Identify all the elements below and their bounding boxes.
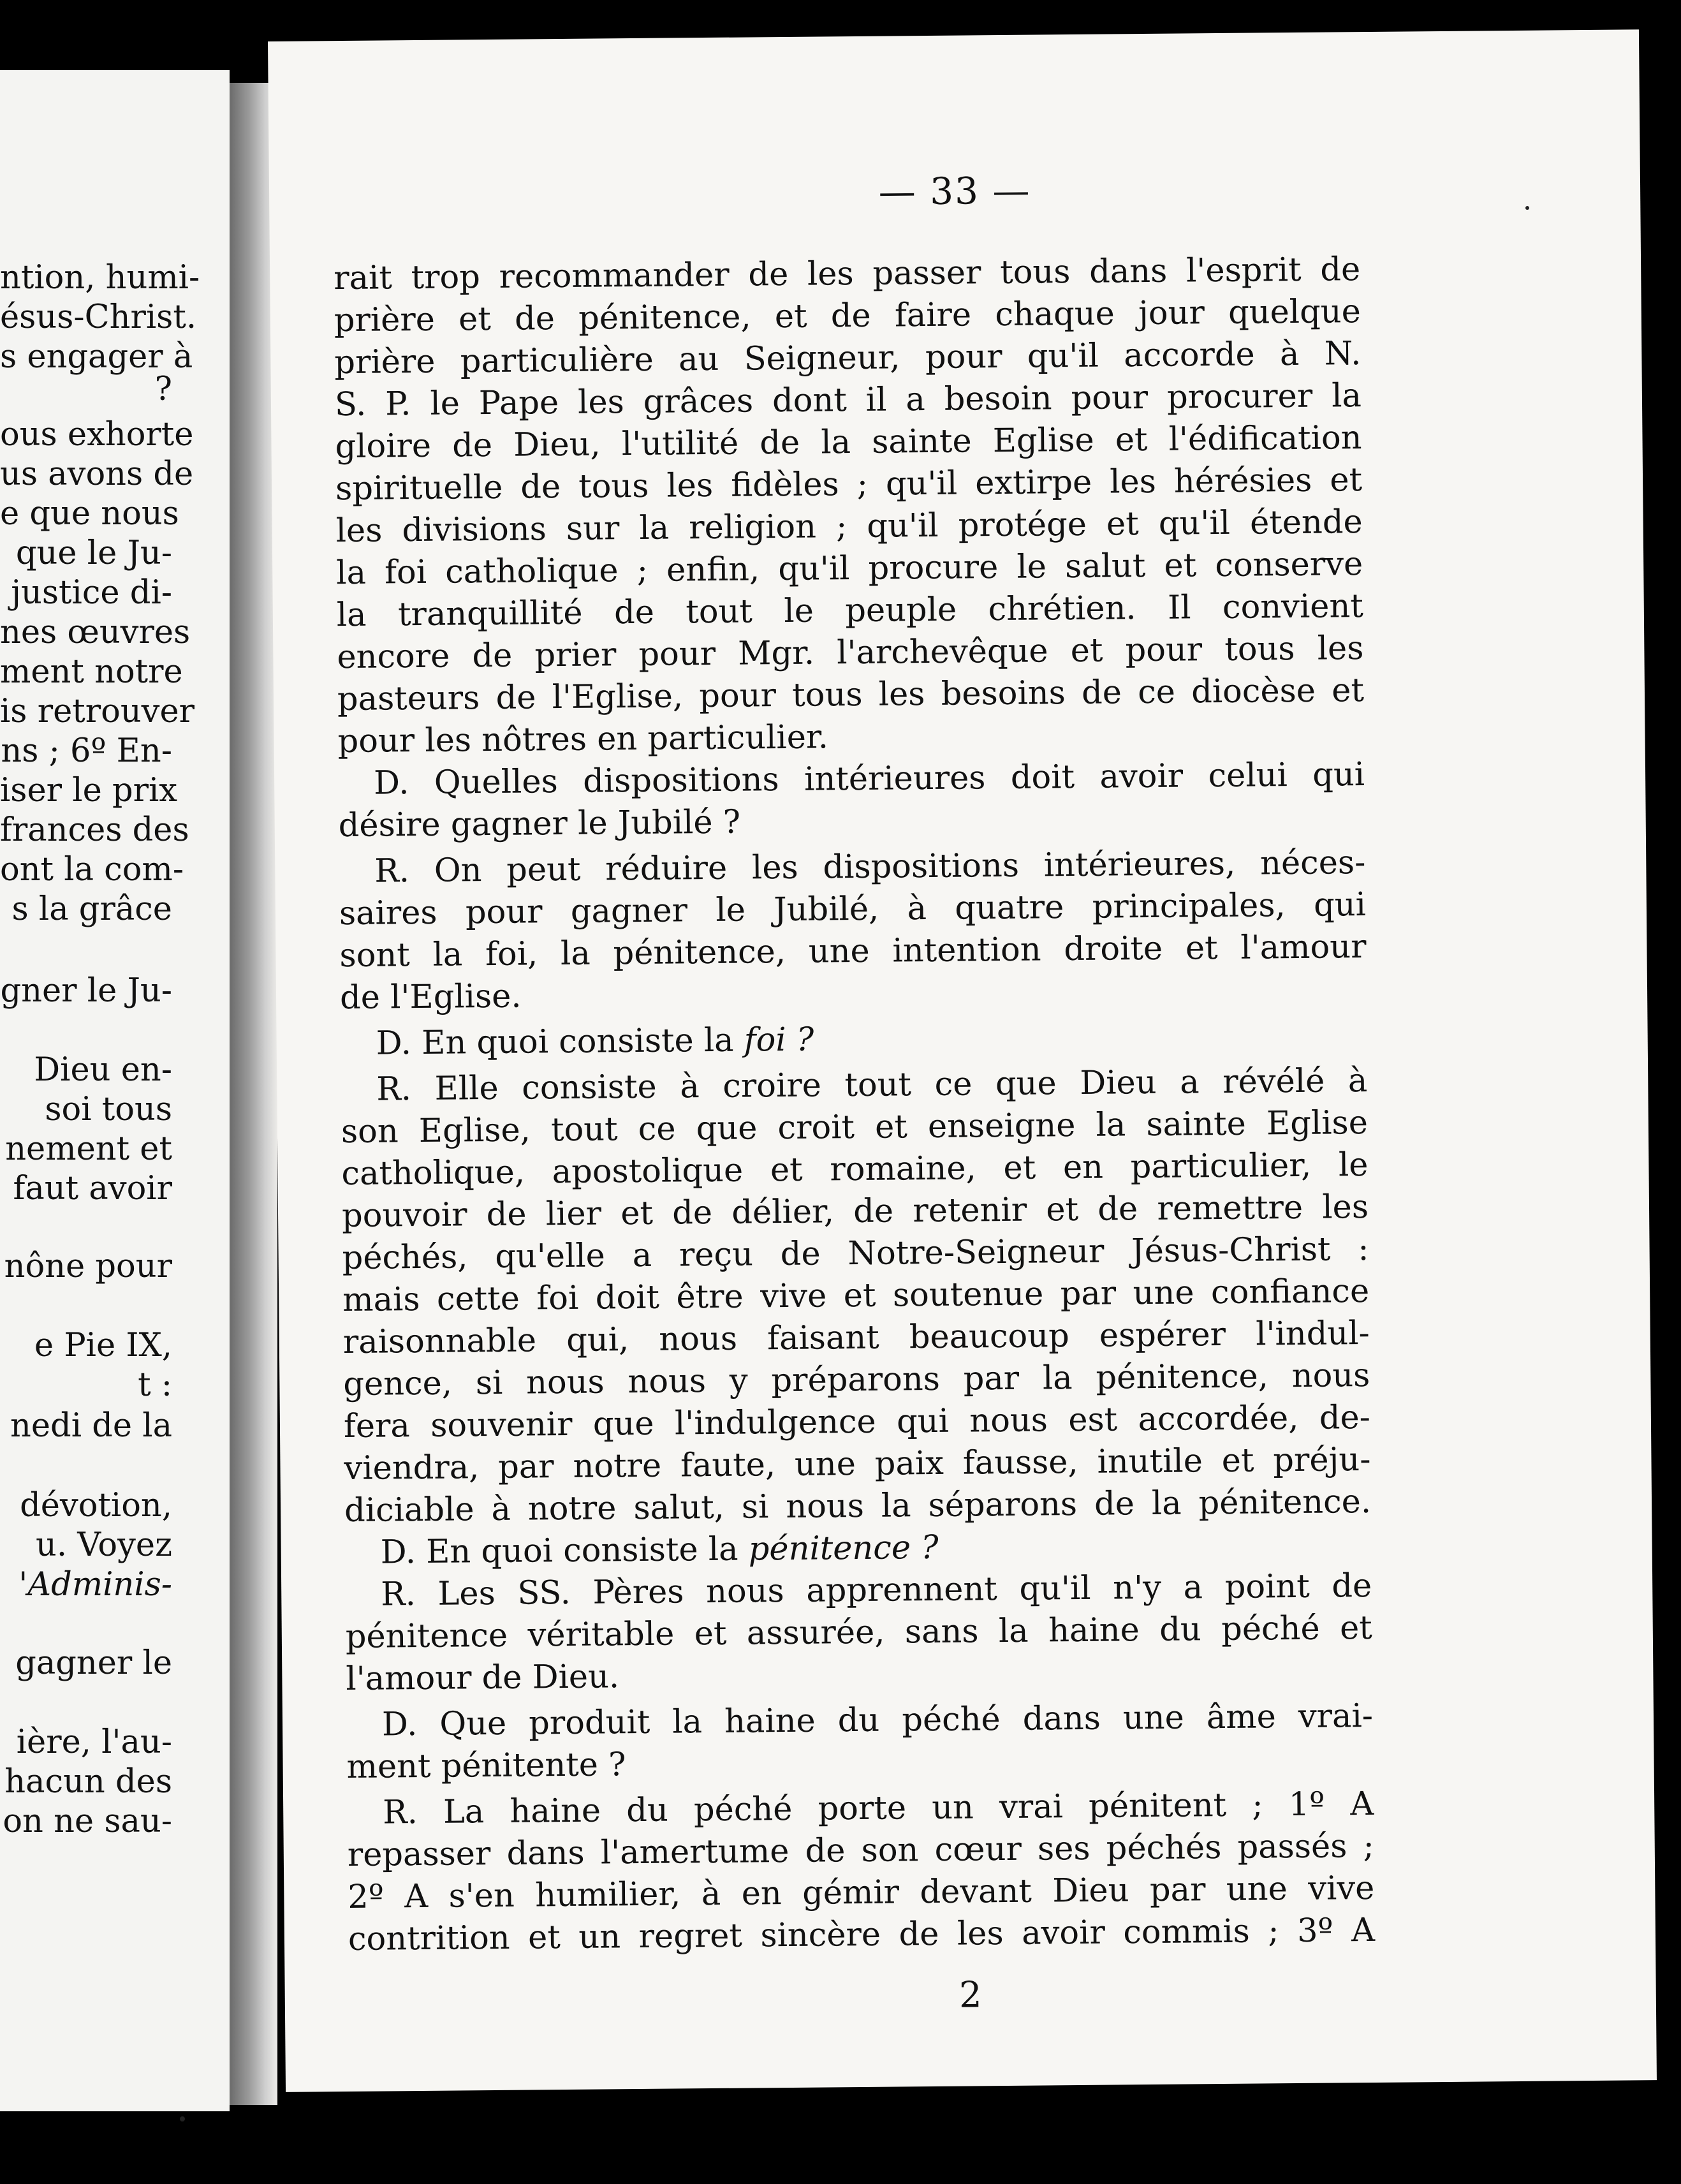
left-page-line: e que nous	[0, 495, 179, 533]
text-line: pouvoir de lier et de délier, de retenir et de remettre les	[341, 1188, 1369, 1236]
left-page-line: justice di-	[11, 574, 172, 612]
text-line: contrition et un regret sincère de les avoir commis ; 3º A	[348, 1911, 1376, 1959]
left-page-line: us avons de	[0, 455, 194, 493]
text-line: viendra, par notre faute, une paix fausse, inutile et préju-	[344, 1440, 1371, 1488]
speck	[180, 2116, 185, 2121]
left-page-line: nedi de la	[10, 1407, 172, 1445]
left-facing-page	[0, 70, 230, 2111]
left-page-line: Dieu en-	[34, 1051, 172, 1089]
left-page-line: s engager à	[0, 338, 193, 376]
body-text	[334, 249, 1375, 1961]
signature-mark: 2	[958, 1974, 982, 2016]
text-line: repasser dans l'amertume de son cœur ses péchés passés ;	[347, 1827, 1375, 1875]
text-line: pénitence véritable et assurée, sans la haine du péché et	[345, 1609, 1373, 1656]
left-page-line: gner le Ju-	[0, 972, 172, 1010]
text-line: R. On peut réduire les dispositions intérieures, néces-	[374, 844, 1366, 890]
text-line: saires pour gagner le Jubilé, à quatre principales, qui	[339, 886, 1367, 933]
left-page-line: faut avoir	[13, 1170, 172, 1207]
speck	[1525, 206, 1529, 210]
text-line: pasteurs de l'Eglise, pour tous les besoins de ce diocèse et	[337, 672, 1365, 719]
text-line: prière particulière au Seigneur, pour qu'il accorde à N.	[334, 335, 1362, 382]
text-line: sont la foi, la pénitence, une intention droite et l'amour	[339, 928, 1367, 975]
left-page-line: frances des	[0, 811, 189, 849]
text-line: de l'Eglise.	[339, 977, 522, 1017]
text-line: gence, si nous nous y préparons par la pénitence, nous	[343, 1356, 1370, 1404]
left-page-line: ont la com-	[0, 851, 184, 889]
left-page-line: nône pour	[4, 1248, 172, 1285]
text-line-italic: foi ?	[744, 1021, 814, 1059]
text-line: R. Les SS. Pères nous apprennent qu'il n'y a point de	[380, 1567, 1372, 1614]
text-line: catholique, apostolique et romaine, et en particulier, le	[341, 1146, 1369, 1193]
left-page-line: nes œuvres	[0, 614, 191, 651]
right-page	[268, 29, 1657, 2092]
text-line: désire gagner le Jubilé ?	[338, 803, 741, 845]
left-page-line: soi tous	[45, 1091, 172, 1128]
left-page-line: hacun des	[4, 1763, 172, 1801]
left-page-line: ment notre	[0, 653, 183, 691]
left-page-line: ière, l'au-	[16, 1723, 172, 1761]
left-page-line: t :	[138, 1366, 172, 1404]
text-line: mais cette foi doit être vive et soutenue par une confiance	[342, 1273, 1370, 1320]
left-page-line: ns ; 6º En-	[1, 732, 172, 770]
text-line: D. Quelles dispositions intérieures doit avoir celui qui	[373, 756, 1365, 802]
text-line: la tranquillité de tout le peuple chrétien. Il convient	[336, 587, 1364, 635]
left-page-line: ous exhorte	[0, 416, 194, 454]
text-line	[340, 1014, 1367, 1065]
left-page-line: ésus-Christ.	[0, 299, 197, 336]
text-line: S. P. le Pape les grâces dont il a besoin pour procurer la	[334, 377, 1362, 424]
text-line: ment pénitente ?	[346, 1746, 626, 1787]
text-line: diciable à notre salut, si nous la séparons de la pénitence.	[344, 1482, 1372, 1530]
text-line-italic: pénitence ?	[748, 1528, 939, 1568]
text-line: spirituelle de tous les fidèles ; qu'il extirpe les hérésies et	[335, 461, 1363, 508]
text-line-roman: D. En quoi consiste la	[376, 1021, 745, 1063]
text-line: péchés, qu'elle a reçu de Notre-Seigneur Jésus-Christ :	[342, 1230, 1369, 1278]
text-line: encore de prier pour Mgr. l'archevêque et pour tous les	[337, 630, 1364, 677]
text-line: R. Elle consiste à croire tout ce que Dieu a révélé à	[376, 1062, 1368, 1109]
text-line: la foi catholique ; enfin, qu'il procure le salut et conserve	[336, 545, 1363, 593]
left-page-line: que le Ju-	[15, 535, 172, 572]
text-line: fera souvenir que l'indulgence qui nous est accordée, de-	[343, 1398, 1371, 1446]
left-page-line: is retrouver	[0, 693, 195, 730]
text-line: l'amour de Dieu.	[346, 1658, 620, 1699]
left-page-line: nement et	[5, 1130, 172, 1168]
left-page-line: s la grâce	[11, 890, 172, 928]
left-page-line: ?	[154, 371, 172, 408]
left-page-line: gagner le	[15, 1644, 172, 1682]
text-line: les divisions sur la religion ; qu'il protége et qu'il étende	[335, 503, 1363, 550]
text-line: rait trop recommander de les passer tous dans l'esprit de	[333, 251, 1361, 298]
left-page-line: ntion, humi-	[0, 259, 200, 297]
left-page-line: 'Adminis-	[18, 1566, 172, 1604]
text-line: R. La haine du péché porte un vrai pénitent ; 1º A	[382, 1785, 1374, 1832]
page-number: — 33 —	[878, 168, 1031, 214]
left-page-line: dévotion,	[20, 1487, 172, 1524]
text-line: prière et de pénitence, et de faire chaque jour quelque	[334, 293, 1362, 340]
text-line: raisonnable qui, nous faisant beaucoup espérer l'indul-	[342, 1315, 1370, 1362]
text-line: son Eglise, tout ce que croit et enseigne la sainte Eglise	[341, 1104, 1369, 1151]
text-line-roman: D. En quoi consiste la	[380, 1530, 749, 1572]
text-line: pour les nôtres en particulier.	[337, 718, 829, 761]
left-page-line: u. Voyez	[36, 1526, 172, 1564]
text-line: gloire de Dieu, l'utilité de la sainte Eglise et l'édification	[335, 419, 1362, 466]
left-page-line: e Pie IX,	[34, 1327, 172, 1364]
text-line: D. Que produit la haine du péché dans une âme vrai-	[381, 1697, 1374, 1744]
left-page-line: iser le prix	[0, 772, 178, 809]
left-page-line: on ne sau-	[3, 1803, 172, 1840]
text-line: 2º A s'en humilier, à en gémir devant Dieu par une vive	[348, 1869, 1375, 1917]
